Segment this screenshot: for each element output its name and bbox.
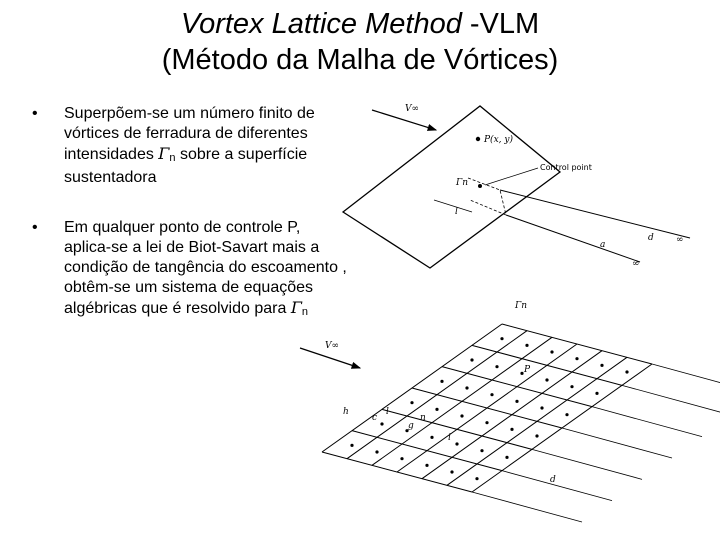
lattice-control-point — [435, 408, 438, 411]
lattice-control-point — [505, 456, 508, 459]
lattice-g-label: g — [408, 421, 414, 431]
lattice-control-point — [540, 406, 543, 409]
lattice-i-label: i — [448, 433, 451, 443]
lattice-control-point — [480, 449, 483, 452]
lattice-control-point — [625, 370, 628, 373]
lattice-n-label: n — [420, 413, 426, 423]
lattice-control-point — [595, 392, 598, 395]
lattice-control-point — [350, 444, 353, 447]
lattice-control-point — [440, 380, 443, 383]
lattice-trailing-vortex — [502, 471, 612, 501]
lattice-control-point — [565, 413, 568, 416]
lattice-line-spanwise — [347, 331, 527, 459]
control-point — [478, 184, 482, 188]
lattice-control-point — [550, 350, 553, 353]
top-gamma-label: Γn — [456, 178, 469, 188]
title-subtitle: (Método da Malha de Vórtices) — [161, 44, 559, 76]
lattice-control-point — [430, 436, 433, 439]
lattice-trailing-vortex — [652, 364, 720, 394]
horseshoe-diagram — [343, 104, 690, 269]
lattice-control-point — [570, 385, 573, 388]
lattice-d-label: d — [550, 475, 556, 485]
gamma-symbol: Γ — [290, 298, 302, 317]
lattice-control-point — [455, 442, 458, 445]
inf-label-2: ∞ — [632, 259, 640, 269]
lattice-control-point — [490, 393, 493, 396]
control-point-leader — [485, 168, 538, 185]
lattice-freestream-label: V∞ — [325, 341, 339, 351]
lattice-c-label: c — [372, 413, 378, 423]
length-label: l — [455, 207, 458, 217]
gamma-subscript: n — [169, 152, 176, 164]
title-suffix: -VLM — [461, 8, 540, 40]
lattice-control-point — [380, 422, 383, 425]
lattice-grid — [322, 324, 720, 522]
horseshoe-bound — [468, 178, 506, 215]
freestream-arrow — [372, 110, 436, 130]
control-point-label: Control point — [540, 163, 592, 172]
lattice-trailing-vortex — [592, 407, 702, 437]
lattice-control-point — [465, 386, 468, 389]
lattice-gamma-label: Γn — [515, 301, 528, 311]
a-label: a — [600, 240, 606, 250]
lattice-control-point — [410, 401, 413, 404]
bullet-text-end: sobre a superfície sustentadora — [64, 146, 308, 186]
lattice-trailing-vortex — [472, 492, 582, 522]
bullet-text: Em qualquer ponto de controle P, aplica-se a lei de Biot-Savart mais a condição de tangência do escoamento , obtêm-se um sistema de equações algébricas que é resolvido para — [64, 219, 347, 317]
lattice-diagram — [300, 301, 720, 522]
lattice-control-point — [575, 357, 578, 360]
lattice-line-spanwise — [397, 344, 577, 472]
lattice-control-point — [535, 434, 538, 437]
lattice-control-point — [545, 378, 548, 381]
lattice-line-spanwise — [372, 337, 552, 465]
lattice-line-spanwise — [322, 324, 502, 452]
lattice-control-point — [515, 400, 518, 403]
lattice-control-point — [400, 457, 403, 460]
lattice-control-point — [495, 365, 498, 368]
trailing-vortex-1 — [500, 190, 690, 238]
lattice-line-spanwise — [422, 351, 602, 479]
lattice-control-point — [475, 477, 478, 480]
lattice-p-label: P — [524, 365, 531, 375]
lattice-freestream-arrow — [300, 348, 360, 368]
point-p — [476, 137, 480, 141]
lattice-trailing-vortex — [622, 385, 720, 415]
lattice-trailing-vortex — [562, 428, 672, 458]
lattice-control-point — [525, 344, 528, 347]
lattice-control-point — [425, 464, 428, 467]
length-dimension — [434, 200, 472, 212]
gamma-symbol: Γ — [158, 144, 170, 163]
lattice-line-spanwise — [447, 357, 627, 485]
lattice-control-point — [460, 414, 463, 417]
wing-surface — [343, 106, 560, 268]
bullet-text: Superpõem-se um número finito de vórtices de ferradura de diferentes intensidades — [64, 105, 315, 163]
lattice-control-point — [375, 450, 378, 453]
lattice-l-label: l — [386, 407, 389, 417]
gamma-subscript: n — [301, 306, 309, 318]
lattice-control-point — [450, 470, 453, 473]
lattice-control-point — [600, 364, 603, 367]
trailing-vortex-2 — [506, 215, 640, 262]
bullet-marker: • — [32, 105, 38, 122]
lattice-control-point — [500, 337, 503, 340]
point-p-label: P(x, y) — [484, 135, 513, 145]
title-italic: Vortex Lattice Method — [180, 8, 462, 40]
lattice-h-label: h — [343, 407, 349, 417]
lattice-control-point — [470, 358, 473, 361]
inf-label-1: ∞ — [676, 235, 684, 245]
lattice-control-point — [485, 421, 488, 424]
freestream-label: V∞ — [405, 104, 419, 114]
lattice-control-point — [510, 428, 513, 431]
d-label: d — [648, 233, 654, 243]
bullet-marker: • — [32, 219, 38, 236]
lattice-trailing-vortex — [532, 449, 642, 479]
